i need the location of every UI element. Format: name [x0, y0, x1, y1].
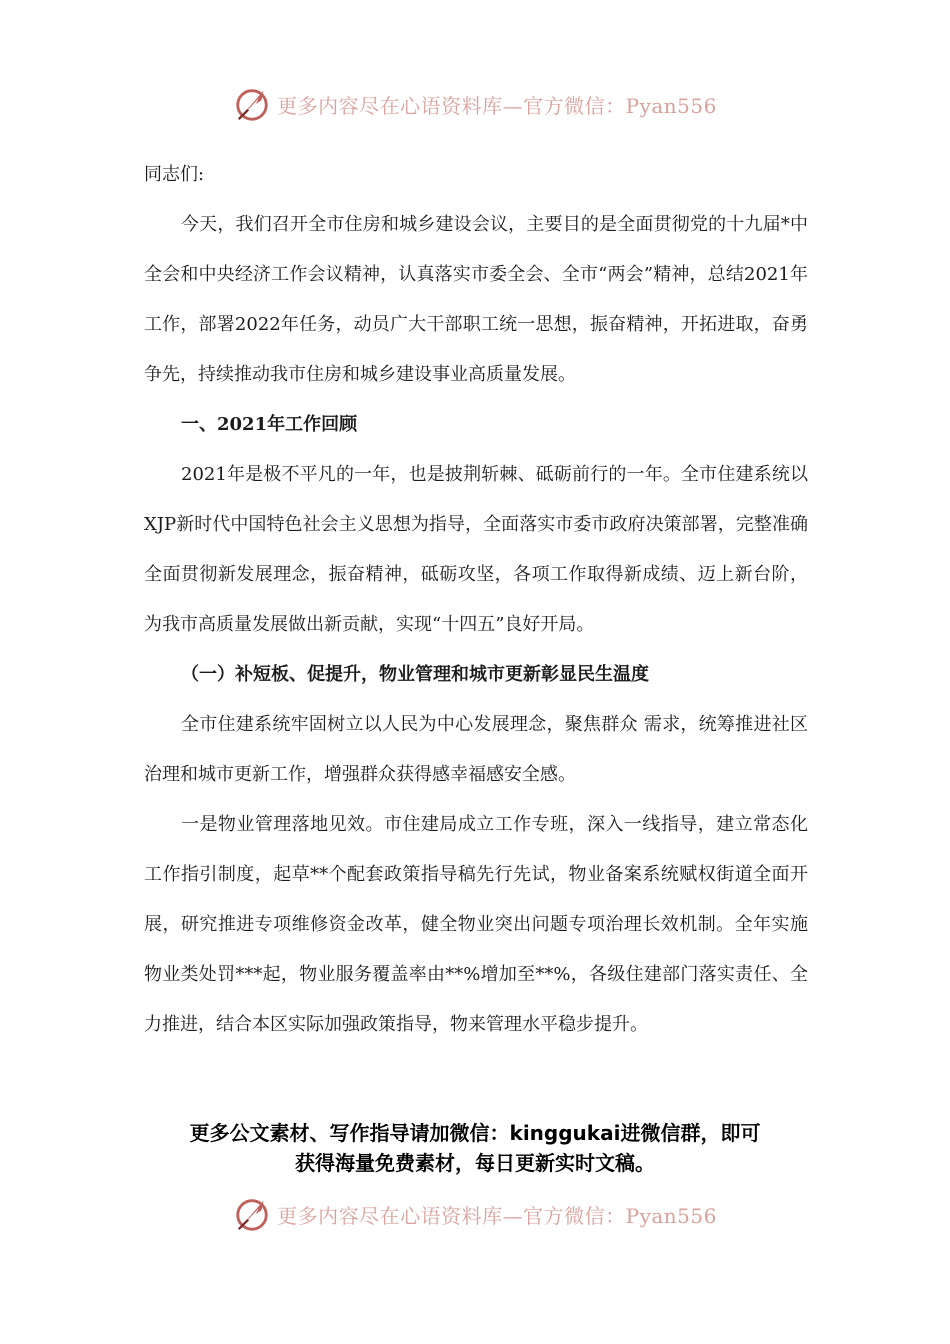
intro-paragraph: 今天，我们召开全市住房和城乡建设会议，主要目的是全面贯彻党的十九届*中全会和中央经济工作会议精神，认真落实市委全会、全市“两会”精神，总结2021年工作，部署2022年任务，动员广大干部职工统一思想，振奋精神，开拓进取，奋勇争先，持续推动我市住房和城乡建设事业高质量发展。: [144, 214, 808, 385]
watermark-text: 更多内容尽在心语资料库—官方微信：Pyan556: [277, 1203, 717, 1228]
salutation: 同志们:: [144, 164, 205, 185]
quill-logo-icon: [233, 1195, 271, 1233]
watermark-banner-top: [0, 82, 950, 126]
watermark-text: 更多内容尽在心语资料库—官方微信：Pyan556: [277, 93, 717, 118]
quill-logo-icon: [233, 85, 271, 123]
watermark-banner-bottom: [0, 1192, 950, 1236]
footer-line-2: 获得海量免费素材，每日更新实时文稿。: [295, 1151, 655, 1175]
footer-line-1: 更多公文素材、写作指导请加微信：kinggukai进微信群，即可: [189, 1121, 761, 1145]
footer-note: [0, 1118, 950, 1178]
subsection-paragraph: 全市住建系统牢固树立以人民为中心发展理念，聚焦群众 需求，统筹推进社区治理和城市更新工作，增强群众获得感幸福感安全感。: [144, 714, 808, 785]
item-paragraph: 一是物业管理落地见效。市住建局成立工作专班，深入一线指导，建立常态化工作指引制度，起草**个配套政策指导稿先行先试，物业备案系统赋权街道全面开展，研究推进专项维修资金改革，健全物业突出问题专项治理长效机制。全年实施物业类处罚***起，物业服务覆盖率由**%增加至**%，各级住建部门落实责任、全力推进，结合本区实际加强政策指导，物来管理水平稳步提升。: [144, 814, 808, 1035]
section-heading: 一、2021年工作回顾: [181, 414, 358, 435]
document-body: [144, 150, 808, 1050]
subsection-heading: （一）补短板、促提升，物业管理和城市更新彰显民生温度: [181, 664, 649, 685]
section-paragraph: 2021年是极不平凡的一年，也是披荆斩棘、砥砺前行的一年。全市住建系统以XJP新时代中国特色社会主义思想为指导，全面落实市委市政府决策部署，完整准确全面贯彻新发展理念，振奋精神，砥砺攻坚，各项工作取得新成绩、迈上新台阶，为我市高质量发展做出新贡献，实现“十四五”良好开局。: [144, 464, 808, 635]
